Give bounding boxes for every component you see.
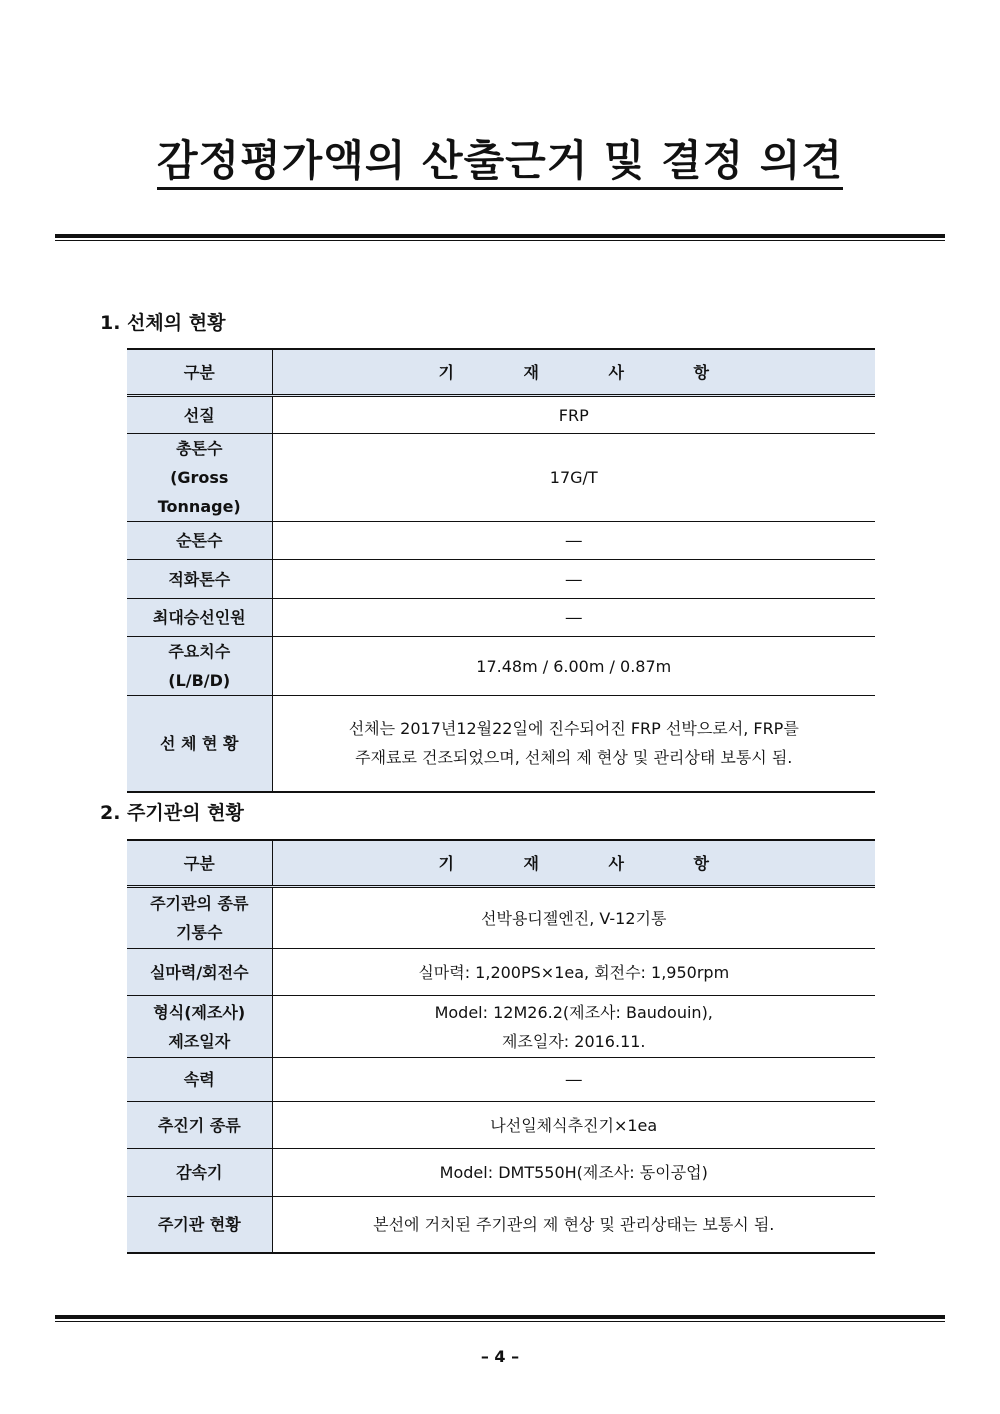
header-category: 구분 xyxy=(127,349,272,396)
table-header-row xyxy=(127,840,875,887)
row-label: 추진기 종류 xyxy=(127,1102,272,1149)
row-label-line2: 제조일자 xyxy=(168,1031,231,1051)
row-value: FRP xyxy=(272,396,875,434)
row-label xyxy=(127,887,272,949)
section1-heading: 1. 선체의 현황 xyxy=(100,312,226,334)
row-label xyxy=(127,996,272,1058)
row-label: 순톤수 xyxy=(127,522,272,560)
table-row xyxy=(127,1058,875,1102)
table-row xyxy=(127,560,875,599)
row-value xyxy=(272,696,875,792)
row-label xyxy=(127,434,272,522)
row-label-line2: 기통수 xyxy=(176,923,223,942)
row-label-line1: 총톤수 xyxy=(176,439,223,458)
row-label-line1: 주기관의 종류 xyxy=(150,894,249,913)
row-value: ― xyxy=(272,522,875,560)
row-label-line2: (Gross Tonnage) xyxy=(157,468,241,516)
row-value xyxy=(272,996,875,1058)
row-label: 선 체 현 황 xyxy=(127,696,272,792)
top-divider xyxy=(55,234,945,241)
row-value: 17.48m / 6.00m / 0.87m xyxy=(272,637,875,696)
row-value: Model: DMT550H(제조사: 동이공업) xyxy=(272,1149,875,1197)
table-header-row xyxy=(127,349,875,396)
row-value: 실마력: 1,200PS×1ea, 회전수: 1,950rpm xyxy=(272,949,875,996)
table-row xyxy=(127,887,875,949)
row-value-line2: 주재료로 건조되었으며, 선체의 제 현상 및 관리상태 보통시 됨. xyxy=(355,748,793,768)
table-row xyxy=(127,696,875,792)
row-label: 최대승선인원 xyxy=(127,599,272,637)
table-row xyxy=(127,434,875,522)
row-label: 속력 xyxy=(127,1058,272,1102)
row-value: 나선일체식추진기×1ea xyxy=(272,1102,875,1149)
row-value: ― xyxy=(272,1058,875,1102)
row-label-line2: (L/B/D) xyxy=(168,671,231,690)
row-label: 적화톤수 xyxy=(127,560,272,599)
table-row xyxy=(127,599,875,637)
table-row xyxy=(127,1102,875,1149)
row-label: 주기관 현황 xyxy=(127,1197,272,1253)
table-row xyxy=(127,637,875,696)
table-row xyxy=(127,522,875,560)
row-label: 감속기 xyxy=(127,1149,272,1197)
table-row xyxy=(127,996,875,1058)
row-label xyxy=(127,637,272,696)
document-title xyxy=(0,128,1000,188)
page-number: – 4 – xyxy=(480,1347,520,1366)
row-value-line1: 선체는 2017년12월22일에 진수되어진 FRP 선박으로서, FRP를 xyxy=(348,719,799,739)
table-row xyxy=(127,1149,875,1197)
header-category: 구분 xyxy=(127,840,272,887)
row-value-line1: Model: 12M26.2(제조사: Baudouin), xyxy=(434,1002,713,1022)
hull-status-table xyxy=(127,348,875,793)
document-title-text: 감정평가액의 산출근거 및 결정 의견 xyxy=(157,136,843,190)
row-value: 선박용디젤엔진, V-12기통 xyxy=(272,887,875,949)
row-label-line1: 주요치수 xyxy=(168,642,231,661)
table-row xyxy=(127,949,875,996)
row-label-line1: 형식(제조사) xyxy=(153,1002,246,1022)
row-value: ― xyxy=(272,560,875,599)
bottom-divider xyxy=(55,1315,945,1322)
row-value: 17G/T xyxy=(272,434,875,522)
table-row xyxy=(127,396,875,434)
row-value-line2: 제조일자: 2016.11. xyxy=(501,1031,646,1051)
row-label: 선질 xyxy=(127,396,272,434)
header-details: 기 재 사 항 xyxy=(272,840,875,887)
main-engine-table xyxy=(127,839,875,1254)
section2-heading: 2. 주기관의 현황 xyxy=(100,802,244,824)
row-value: ― xyxy=(272,599,875,637)
row-label: 실마력/회전수 xyxy=(127,949,272,996)
table-row xyxy=(127,1197,875,1253)
header-details: 기 재 사 항 xyxy=(272,349,875,396)
row-value: 본선에 거치된 주기관의 제 현상 및 관리상태는 보통시 됨. xyxy=(272,1197,875,1253)
